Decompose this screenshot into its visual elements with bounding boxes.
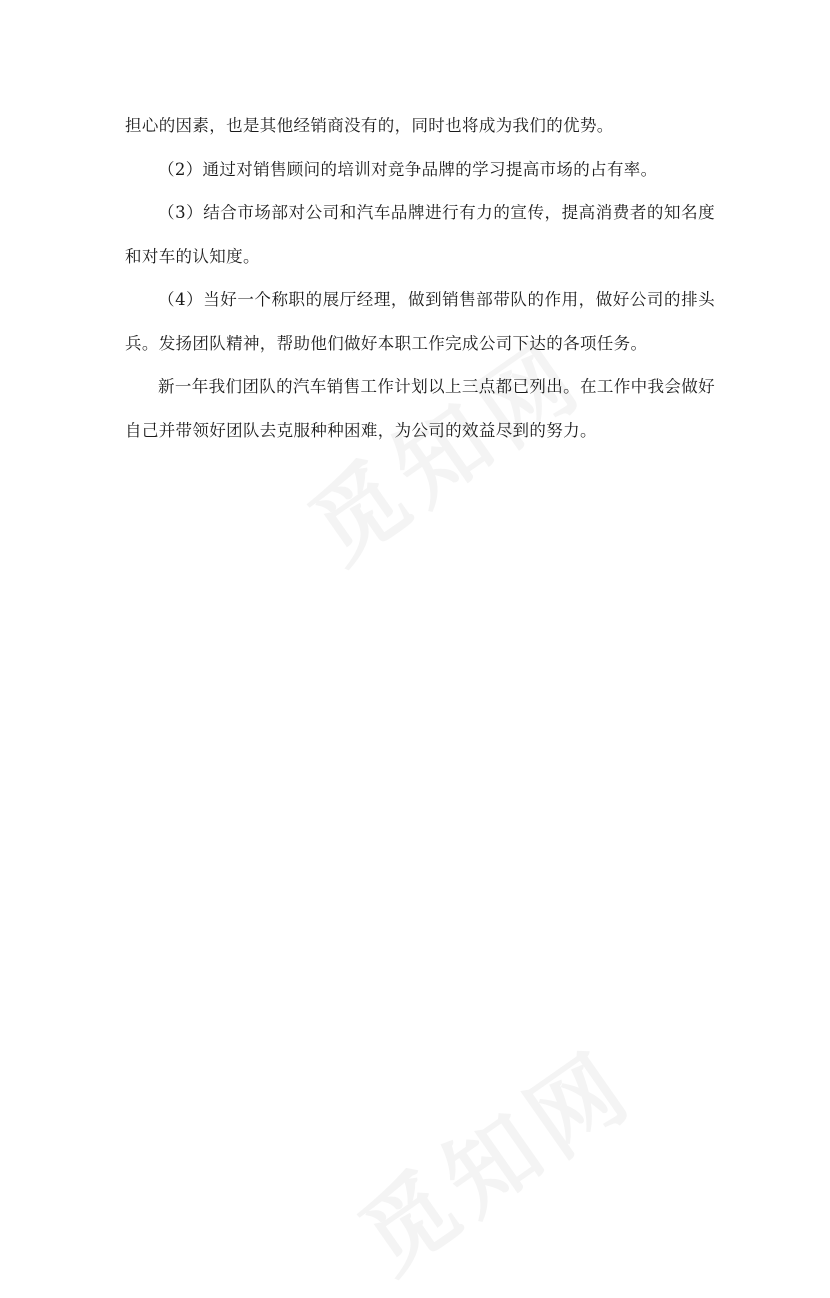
paragraph-item-2: （2）通过对销售顾问的培训对竞争品牌的学习提高市场的占有率。 [158,159,658,179]
paragraph-conclusion: 新一年我们团队的汽车销售工作计划以上三点都已列出。在工作中我会做好自己并带领好团队去克服种种困难，为公司的效益尽到的努力。 [125,377,715,440]
paragraph-item-3: （3）结合市场部对公司和汽车品牌进行有力的宣传，提高消费者的知名度和对车的认知度。 [125,203,715,266]
paragraph-continuation: 担心的因素，也是其他经销商没有的，同时也将成为我们的优势。 [125,116,614,135]
document-body [125,104,715,452]
paragraph-item-4: （4）当好一个称职的展厅经理，做到销售部带队的作用，做好公司的排头兵。发扬团队精神，帮助他们做好本职工作完成公司下达的各项任务。 [125,290,715,353]
watermark-text-bottom [330,1014,656,1298]
